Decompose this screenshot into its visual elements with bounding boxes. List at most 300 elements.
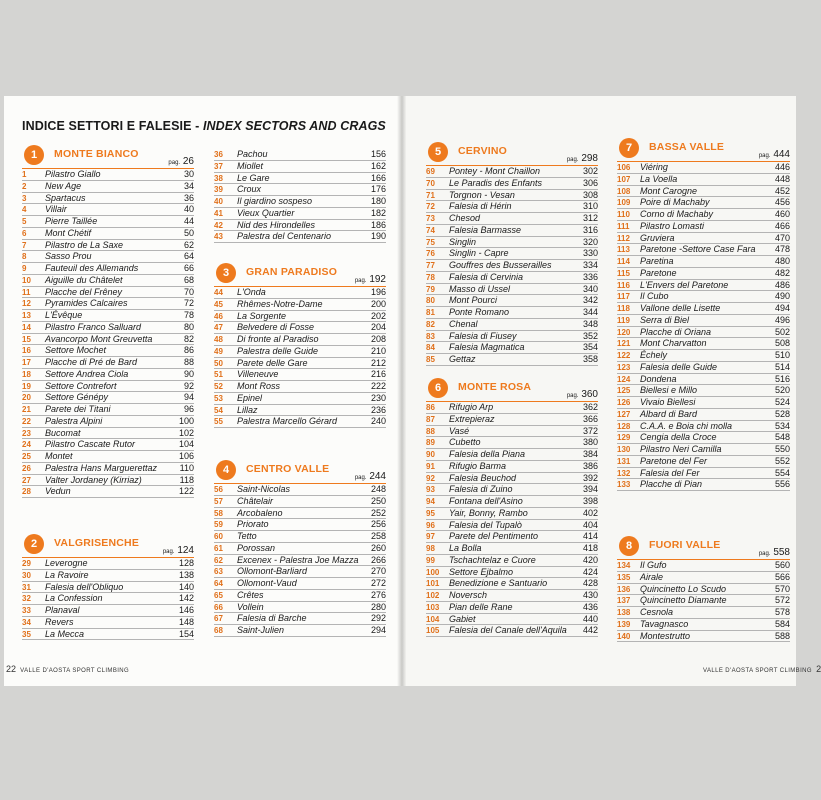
crag-page: 550 [774,444,790,454]
crag-number: 127 [617,409,631,419]
crag-name: Falesia Beuchod [449,472,517,483]
index-row [426,414,598,426]
crag-number: 94 [426,497,435,506]
index-row [426,201,598,213]
index-row [22,275,194,287]
crag-page: 348 [582,318,598,329]
index-row [617,409,790,421]
index-row [426,225,598,237]
index-row [426,567,598,579]
crag-page: 442 [582,625,598,636]
crag-name: Bucomat [45,427,81,438]
index-row [214,287,386,299]
crag-number: 75 [426,237,435,247]
crag-page: 394 [582,484,598,495]
crag-number: 44 [214,288,223,297]
index-row [22,310,194,322]
crag-number: 71 [426,190,435,200]
index-row [214,508,386,520]
crag-number: 108 [617,186,631,196]
index-row [22,404,194,416]
crag-name: Avancorpo Mont Greuvetta [45,333,153,344]
crag-page: 166 [370,172,386,183]
crag-number: 74 [426,225,435,235]
section-number-badge: 7 [619,138,639,158]
crag-page: 380 [582,437,598,448]
crag-page: 490 [774,291,790,302]
crag-page: 552 [774,455,790,466]
crag-number: 49 [214,346,223,356]
crag-name: Pyramides Calcaires [45,298,128,309]
section-header [617,532,790,560]
index-row [22,486,194,498]
index-row [22,322,194,334]
index-row [617,595,790,607]
crag-name: Pontey - Mont Chaillon [449,166,541,176]
index-row [214,416,386,428]
crag-number: 53 [214,393,223,403]
crag-page: 510 [774,350,790,360]
crag-number: 138 [617,608,631,617]
crag-name: New Age [45,180,82,191]
index-row [426,555,598,567]
index-row [617,162,790,174]
index-list [617,162,790,491]
crag-page: 572 [774,595,790,606]
crag-name: Vedun [45,486,71,497]
crag-name: Fontana dell'Asino [449,496,523,506]
crag-name: Palestra Hans Marguerettaz [45,462,158,473]
crag-number: 67 [214,614,223,624]
section-header [617,134,790,162]
crag-name: Leverogne [45,558,88,568]
section-title: BASSA VALLE [649,141,725,153]
crag-page: 418 [582,543,598,553]
index-row [426,590,598,602]
index-list [214,484,386,637]
section-cervino [426,138,598,366]
crag-page: 260 [370,542,386,553]
crag-name: Valter Jordaney (Kirriaz) [45,474,142,485]
crag-name: Rifugio Arp [449,402,494,412]
crag-page: 30 [183,169,194,179]
crag-name: Placche di Oriana [640,326,712,337]
index-row [426,342,598,354]
crag-name: Falesia del Tupalò [449,519,522,530]
index-row [426,260,598,272]
crag-number: 34 [22,617,31,627]
crag-number: 133 [617,480,631,490]
crag-page: 534 [774,420,790,431]
crag-name: Falesia della Piana [449,449,526,459]
crag-number: 54 [214,405,223,415]
index-row [617,572,790,584]
section-title: MONTE BIANCO [54,148,139,160]
crag-page: 122 [178,486,194,497]
index-row [22,416,194,428]
crag-page: 414 [582,531,598,542]
crag-name: Vollein [237,601,264,612]
crag-name: Settore Génépy [45,392,109,403]
crag-number: 19 [22,381,31,391]
crag-number: 120 [617,327,631,337]
crag-page: 420 [582,554,598,565]
crag-page: 34 [183,180,194,191]
crag-name: Crêtes [237,589,264,600]
section-number-badge: 4 [216,460,236,480]
crag-name: L'Évêque [45,310,83,320]
crag-page: 306 [582,177,598,188]
index-row [214,613,386,625]
crag-number: 24 [22,440,31,450]
index-row [617,607,790,619]
crag-page: 494 [774,303,790,313]
crag-name: Dondena [640,373,677,384]
crag-page: 272 [370,578,386,588]
crag-number: 17 [22,358,31,367]
index-row [617,397,790,409]
crag-name: Rifugio Barma [449,460,507,471]
section-page-number: 124 [177,545,194,556]
index-row [22,617,194,629]
crag-number: 129 [617,433,631,443]
crag-page: 208 [370,334,386,344]
section-title: CERVINO [458,145,508,157]
crag-page: 236 [370,404,386,415]
crag-name: Rhêmes-Notre-Dame [237,298,323,309]
crag-name: La Bolla [449,543,482,553]
crag-number: 86 [426,403,435,412]
crag-name: Revers [45,616,74,627]
crag-name: Gouffres des Busserailles [449,260,552,270]
crag-name: Ollomont-Barliard [237,566,308,577]
index-row [617,468,790,480]
crag-name: Serra di Biel [640,314,690,325]
crag-name: Porossan [237,542,276,553]
index-row [214,358,386,370]
crag-number: 12 [22,299,31,309]
crag-name: Singlin [449,236,477,247]
crag-page: 520 [774,385,790,396]
crag-name: Lillaz [237,404,258,415]
crag-page: 128 [178,558,194,568]
crag-number: 140 [617,631,631,641]
index-row [617,256,790,268]
crag-number: 30 [22,570,31,580]
crag-number: 6 [22,228,27,238]
crag-number: 11 [22,287,31,297]
crag-page: 330 [582,248,598,259]
crag-name: Il Gufo [640,560,667,570]
index-row [214,602,386,614]
crag-page: 36 [183,192,194,203]
crag-number: 57 [214,496,223,506]
crag-name: Mont Charvatton [640,338,707,349]
crag-name: Vallone delle Lisette [640,303,721,313]
crag-page: 392 [582,472,598,483]
crag-name: Pierre Taillée [45,216,98,226]
crag-name: Falesia del Canale dell'Aquila [449,625,567,636]
crag-number: 51 [214,370,223,380]
crag-number: 10 [22,275,31,285]
index-row [426,625,598,637]
section-header [426,138,598,166]
index-row [617,233,790,245]
crag-number: 20 [22,393,31,403]
index-row [426,307,598,319]
index-row [617,444,790,456]
index-list [426,166,598,366]
crag-number: 84 [426,343,435,353]
index-row [214,555,386,567]
index-list [22,169,194,498]
crag-name: La Voella [640,173,678,184]
crag-number: 125 [617,386,631,396]
crag-number: 77 [426,261,435,270]
crag-name: Villeneuve [237,369,279,380]
crag-page: 230 [370,392,386,403]
crag-name: Belvedere di Fosse [237,322,315,333]
crag-name: Falesia di Fiusey [449,330,517,341]
crag-name: Placche di Pian [640,479,703,490]
crag-name: Pilastro Cascate Rutor [45,439,136,450]
crag-name: Quincinetto Lo Scudo [640,583,727,594]
index-row [617,456,790,468]
crag-page: 478 [774,244,790,255]
crag-number: 38 [214,173,223,183]
crag-name: Pachou [237,149,268,159]
crag-page: 256 [370,519,386,530]
index-row [426,520,598,532]
crag-page: 240 [370,416,386,427]
index-row [426,190,598,202]
crag-page: 366 [582,413,598,424]
index-row [617,479,790,491]
left-page-number: 22 [6,664,17,674]
crag-name: Montet [45,451,73,461]
crag-name: Falesia delle Guide [640,361,718,372]
index-row [214,311,386,323]
index-row [214,322,386,334]
section-gran-paradiso [214,259,386,428]
crag-page: 202 [370,310,386,321]
crag-number: 126 [617,398,631,407]
index-row [617,327,790,339]
crag-page: 502 [774,326,790,337]
crag-page: 340 [582,283,598,294]
crag-number: 78 [426,272,435,282]
crag-number: 112 [617,233,630,243]
crag-number: 116 [617,280,630,290]
index-row [617,421,790,433]
crag-number: 122 [617,351,631,360]
crag-name: Singlin - Capre [449,248,509,259]
crag-number: 79 [426,284,435,294]
crag-number: 62 [214,555,223,565]
section-title: FUORI VALLE [649,539,721,551]
crag-number: 136 [617,584,631,594]
crag-number: 39 [214,185,223,195]
index-row [426,237,598,249]
crag-number: 7 [22,240,27,250]
crag-number: 76 [426,249,435,259]
right-footer [703,664,821,674]
crag-page: 516 [774,373,790,384]
crag-page: 80 [183,321,194,332]
index-row [617,209,790,221]
index-row [426,166,598,178]
crag-number: 123 [617,362,631,372]
crag-page: 456 [774,197,790,208]
crag-number: 60 [214,532,223,541]
crag-number: 85 [426,355,435,364]
crag-name: Masso di Ussel [449,283,511,294]
index-row [22,228,194,240]
crag-page: 88 [183,357,194,367]
crag-name: Placche di Pré de Bard [45,357,138,367]
crag-page: 142 [178,593,194,604]
index-row [426,449,598,461]
section-page-number: 444 [773,149,790,160]
crag-number: 73 [426,214,435,223]
crag-number: 105 [426,626,440,636]
index-row [617,174,790,186]
index-row [617,221,790,233]
crag-name: Priorato [237,519,269,530]
crag-number: 47 [214,323,223,333]
crag-page: 430 [582,590,598,600]
crag-page: 96 [183,404,194,414]
section-monte-bianco [22,141,194,498]
pag-label: pag. [758,551,771,557]
index-row [22,251,194,263]
crag-name: Falesia del Fer [640,467,700,478]
crag-name: Falesia di Hérin [449,201,512,212]
crag-page: 486 [774,279,790,290]
crag-page: 68 [183,274,194,285]
crag-number: 119 [617,315,630,325]
crag-page: 200 [370,298,386,309]
index-list [617,560,790,642]
crag-page: 312 [582,213,598,223]
section-page-ref [355,471,386,482]
crag-page: 528 [774,408,790,419]
crag-page: 270 [370,566,386,577]
crag-name: Settore Andrea Ciola [45,368,129,379]
index-row [426,602,598,614]
crag-name: Palestra delle Guide [237,345,319,356]
crag-page: 210 [370,345,386,356]
crag-page: 404 [582,519,598,530]
crag-page: 180 [370,196,386,206]
crag-page: 118 [179,474,194,485]
crag-number: 91 [426,461,435,471]
crag-page: 446 [774,162,790,172]
index-row [617,268,790,280]
index-row [22,629,194,641]
index-row [22,475,194,487]
crag-name: Torgnon - Vesan [449,189,515,200]
index-row [426,496,598,508]
crag-page: 358 [582,354,598,364]
crag-number: 33 [22,606,31,615]
crag-number: 8 [22,252,27,262]
crag-name: Viéring [640,162,668,172]
index-row [22,582,194,594]
crag-name: Vivaio Biellesi [640,397,696,407]
section-header [426,374,598,402]
crag-name: Quincinetto Diamante [640,595,727,606]
index-row [22,381,194,393]
section-number-badge: 5 [428,142,448,162]
crag-number: 52 [214,382,223,391]
crag-name: Vasé [449,425,470,436]
crag-number: 5 [22,217,27,226]
crag-number: 61 [214,543,223,553]
crag-name: Poire di Machaby [640,197,710,208]
crag-number: 59 [214,520,223,530]
crag-number: 97 [426,532,435,542]
crag-name: Croux [237,184,262,195]
crag-name: Airale [640,571,664,582]
crag-number: 113 [617,245,630,255]
index-row [617,584,790,596]
crag-page: 266 [370,554,386,565]
crag-page: 64 [183,251,194,262]
crag-number: 32 [22,594,31,604]
crag-page: 570 [774,583,790,594]
crag-number: 26 [22,463,31,473]
crag-page: 62 [183,239,194,250]
crag-page: 94 [183,392,194,403]
crag-name: Placche del Frêney [45,286,123,297]
index-row [22,593,194,605]
crag-number: 93 [426,485,435,495]
index-row [426,437,598,449]
crag-number: 45 [214,299,223,309]
crag-number: 56 [214,485,223,494]
index-row [214,346,386,358]
index-row [214,381,386,393]
crag-number: 3 [22,193,27,203]
crag-name: Falesia di Zuino [449,484,513,495]
index-row [617,303,790,315]
crag-name: Cesnola [640,607,674,617]
crag-number: 83 [426,331,435,341]
crag-name: Di fronte al Paradiso [237,334,319,344]
crag-page: 148 [178,616,194,627]
index-row [426,319,598,331]
crag-number: 124 [617,374,631,384]
right-footer-text: VALLE D'AOSTA SPORT CLIMBING [703,668,812,674]
right-page-number: 2 [816,664,821,674]
crag-name: Miollet [237,160,264,171]
crag-page: 310 [582,201,598,212]
crag-name: Paretone del Fer [640,455,708,466]
section-page-ref [567,389,598,400]
crag-number: 72 [426,202,435,212]
index-row [426,284,598,296]
pag-label: pag. [168,160,181,166]
crag-number: 66 [214,602,223,612]
crag-number: 99 [426,555,435,565]
crag-page: 448 [774,173,790,184]
crag-page: 294 [370,625,386,635]
crag-page: 204 [370,322,386,333]
crag-name: Gabiet [449,613,476,624]
crag-name: Pilastro Neri Camilla [640,444,722,454]
crag-number: 106 [617,163,631,172]
